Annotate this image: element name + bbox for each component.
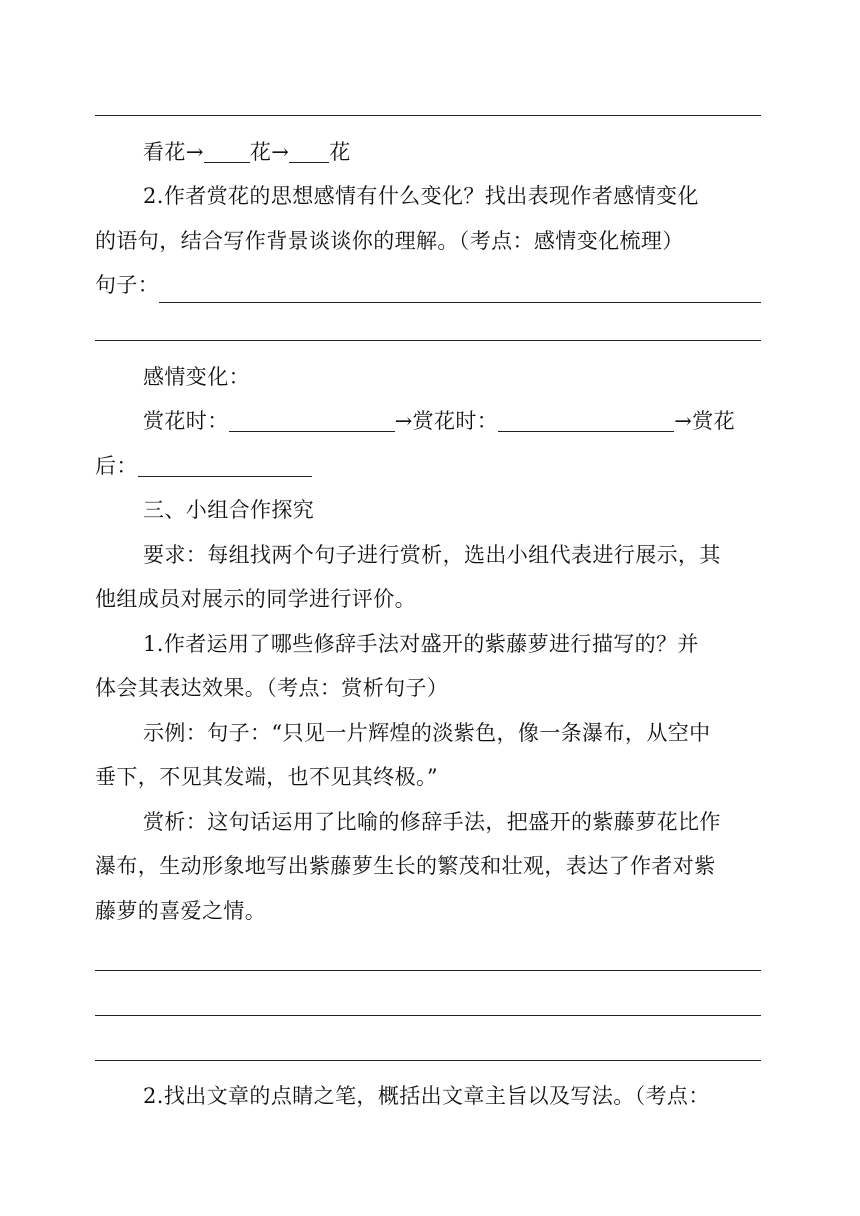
example-text: 垂下，不见其发端，也不见其终极。” bbox=[95, 765, 439, 789]
question-text: 体会其表达效果。（考点：赏析句子） bbox=[95, 676, 449, 700]
fill-blank[interactable] bbox=[229, 411, 395, 432]
answer-line bbox=[95, 115, 761, 116]
fill-blank[interactable] bbox=[138, 456, 312, 477]
flow-arrow: → bbox=[271, 140, 290, 164]
question-text: 的语句，结合写作背景谈谈你的理解。（考点：感情变化梳理） bbox=[95, 229, 684, 253]
analysis-text: 藤萝的喜爱之情。 bbox=[95, 899, 267, 923]
answer-line bbox=[95, 340, 761, 341]
emotion-label-4: 后： bbox=[95, 454, 138, 478]
requirement-text: 要求：每组找两个句子进行赏析，选出小组代表进行展示，其 bbox=[143, 543, 721, 567]
analysis-text: 赏析：这句话运用了比喻的修辞手法，把盛开的紫藤萝花比作 bbox=[143, 810, 721, 834]
flow-end: 花 bbox=[329, 140, 351, 164]
question-text: 2.找出文章的点睛之笔，概括出文章主旨以及写法。（考点： bbox=[143, 1084, 710, 1108]
sentence-label: 句子： bbox=[95, 273, 160, 297]
emotion-flow-line bbox=[95, 409, 761, 433]
emotion-after-line bbox=[95, 454, 761, 478]
emotion-label-1: 赏花时： bbox=[143, 409, 229, 433]
requirement-text: 他组成员对展示的同学进行评价。 bbox=[95, 587, 416, 611]
emotion-label-2: →赏花时： bbox=[394, 409, 499, 433]
flow-line bbox=[95, 140, 761, 164]
fill-blank[interactable] bbox=[498, 411, 674, 432]
emotion-heading: 感情变化： bbox=[143, 365, 250, 389]
flow-arrow: → bbox=[185, 140, 204, 164]
section-heading: 三、小组合作探究 bbox=[143, 498, 315, 522]
fill-blank[interactable] bbox=[204, 142, 250, 163]
answer-line[interactable] bbox=[159, 302, 761, 303]
sentence-answer-row bbox=[95, 273, 761, 297]
question-text: 1.作者运用了哪些修辞手法对盛开的紫藤萝进行描写的？并 bbox=[143, 632, 699, 656]
flow-mid: 花 bbox=[249, 140, 272, 164]
answer-line bbox=[95, 1015, 761, 1016]
example-text: 示例：句子：“只见一片辉煌的淡紫色，像一条瀑布，从空中 bbox=[143, 721, 711, 745]
fill-blank[interactable] bbox=[289, 142, 329, 163]
answer-line bbox=[95, 1060, 761, 1061]
answer-line bbox=[95, 970, 761, 971]
emotion-label-3: →赏花 bbox=[674, 409, 736, 433]
question-text: 2.作者赏花的思想感情有什么变化？找出表现作者感情变化 bbox=[143, 184, 699, 208]
flow-prefix: 看花 bbox=[143, 140, 186, 164]
analysis-text: 瀑布，生动形象地写出紫藤萝生长的繁茂和壮观，表达了作者对紫 bbox=[95, 854, 716, 878]
